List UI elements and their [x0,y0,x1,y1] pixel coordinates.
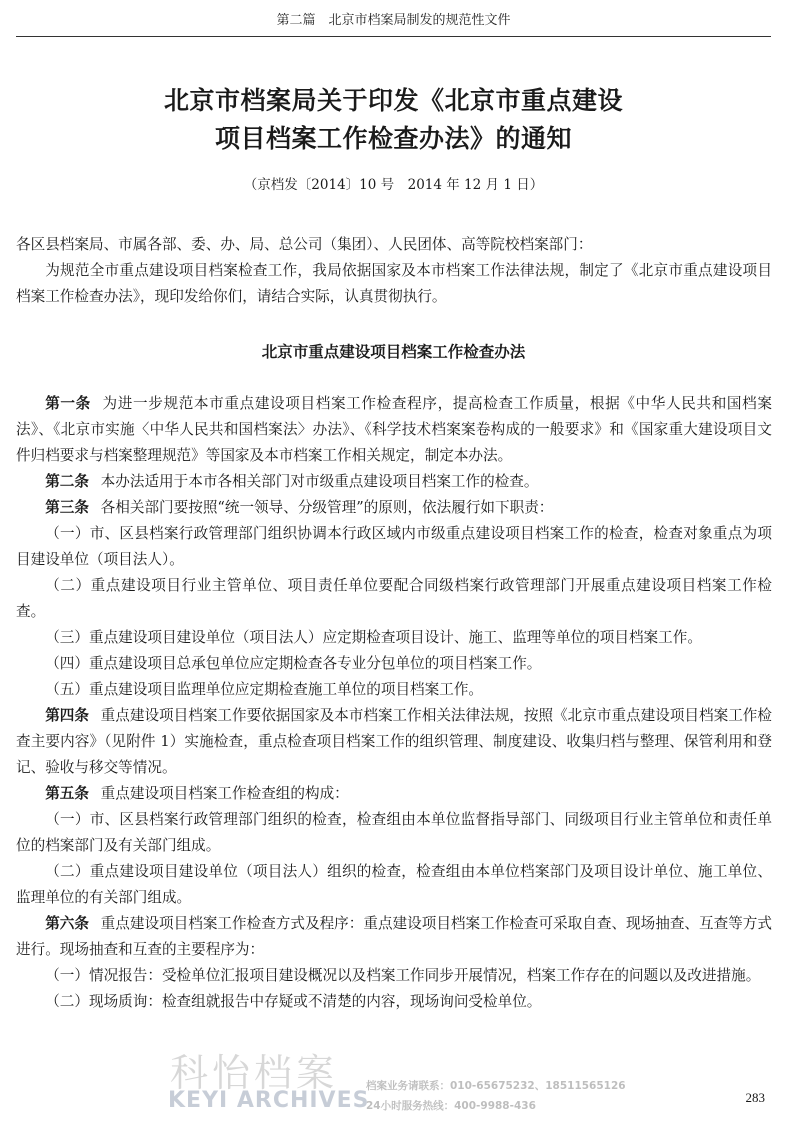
article-label: 第三条 [45,499,89,516]
article-label: 第四条 [45,707,89,724]
article-label: 第六条 [45,915,89,932]
running-header-title: 第二篇 北京市档案局制发的规范性文件 [276,13,511,28]
article-text: （一）市、区县档案行政管理部门组织协调本行政区域内市级重点建设项目档案工作的检查，检查对象重点为项目建设单位（项目法人）。 [16,525,772,568]
addressee-line: 各区县档案局、市属各部、委、办、局、总公司（集团）、人民团体、高等院校档案部门： [16,236,593,253]
article-text: 本办法适用于本市各相关部门对市级重点建设项目档案工作的检查。 [100,473,539,490]
article-text: 各相关部门要按照“统一领导、分级管理”的原则，依法履行如下职责： [100,499,554,516]
article-paragraph [16,391,772,469]
measures-body [16,391,772,1015]
article-paragraph [16,859,772,911]
article-paragraph [16,469,772,495]
article-label: 第二条 [45,473,89,490]
article-paragraph [16,625,772,651]
watermark-hotline: 24小时服务热线：400-9988-436 [366,1100,536,1112]
article-paragraph [16,807,772,859]
running-header [16,10,771,37]
article-paragraph [16,781,772,807]
document-number: （京档发〔2014〕10 号 2014 年 12 月 1 日） [243,177,544,193]
article-paragraph [16,651,772,677]
article-text: （三）重点建设项目建设单位（项目法人）应定期检查项目设计、施工、监理等单位的项目档案工作。 [45,629,702,646]
article-paragraph [16,521,772,573]
watermark-brand-cn: 科怡档案 [170,1051,339,1095]
article-label: 第五条 [45,785,89,802]
article-paragraph [16,495,772,521]
article-text: 重点建设项目档案工作检查方式及程序：重点建设项目档案工作检查可采取自查、现场抽查、互查等方式进行。现场抽查和互查的主要程序为： [16,915,772,958]
article-text: 重点建设项目档案工作要依据国家及本市档案工作相关法律法规，按照《北京市重点建设项目档案工作检查主要内容》（见附件 1）实施检查，重点检查项目档案工作的组织管理、制度建设、收集归档与整理、保管利用和登记、验收与移交等情况。 [16,707,772,776]
article-text: （一）市、区县档案行政管理部门组织的检查，检查组由本单位监督指导部门、同级项目行业主管单位和责任单位的档案部门及有关部门组成。 [16,811,772,854]
watermark [160,1042,630,1118]
article-text: （二）现场质询：检查组就报告中存疑或不清楚的内容，现场询问受检单位。 [45,993,542,1010]
page-number: 283 [745,1090,765,1105]
article-paragraph [16,677,772,703]
article-text: （五）重点建设项目监理单位应定期检查施工单位的项目档案工作。 [45,681,484,698]
notice-body [16,232,772,310]
article-label: 第一条 [45,395,91,412]
measures-title: 北京市重点建设项目档案工作检查办法 [261,343,526,361]
notice-title [0,82,787,158]
article-text: （二）重点建设项目建设单位（项目法人）组织的检查，检查组由本单位档案部门及项目设计单位、施工单位、监理单位的有关部门组成。 [16,863,772,906]
article-paragraph [16,989,772,1015]
article-text: （一）情况报告：受检单位汇报项目建设概况以及档案工作同步开展情况，档案工作存在的问题以及改进措施。 [45,967,761,984]
notice-title-line-2: 项目档案工作检查办法》的通知 [214,124,572,153]
notice-title-line-1: 北京市档案局关于印发《北京市重点建设 [163,86,623,115]
watermark-brand-en: KEYI ARCHIVES [168,1088,370,1113]
watermark-contact-phone: 档案业务请联系：010-65675232、18511565126 [366,1080,626,1092]
article-paragraph [16,703,772,781]
article-paragraph [16,911,772,963]
article-text: 为进一步规范本市重点建设项目档案工作检查程序，提高检查工作质量，根据《中华人民共和国档案法》、《北京市实施〈中华人民共和国档案法〉办法》、《科学技术档案案卷构成的一般要求》和《国家重大建设项目文件归档要求与档案整理规范》等国家及本市档案工作相关规定，制定本办法。 [16,395,772,464]
article-text: （二）重点建设项目行业主管单位、项目责任单位要配合同级档案行政管理部门开展重点建设项目档案工作检查。 [16,577,772,620]
article-text: （四）重点建设项目总承包单位应定期检查各专业分包单位的项目档案工作。 [45,655,542,672]
article-text: 重点建设项目档案工作检查组的构成： [100,785,349,802]
notice-intro-paragraph: 为规范全市重点建设项目档案检查工作，我局依据国家及本市档案工作法律法规，制定了《北京市重点建设项目档案工作检查办法》，现印发给你们，请结合实际，认真贯彻执行。 [16,262,772,305]
article-paragraph [16,573,772,625]
article-paragraph [16,963,772,989]
